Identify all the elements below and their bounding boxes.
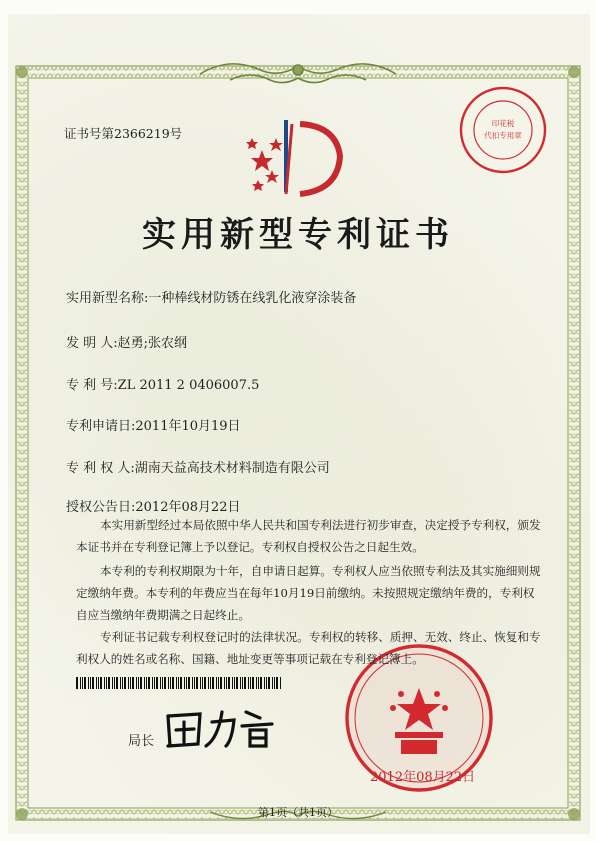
field-application-date bbox=[66, 415, 241, 434]
barcode-bar bbox=[210, 677, 211, 689]
barcode-bar bbox=[178, 677, 179, 689]
field-label: 专 利 权 人: bbox=[66, 461, 135, 476]
barcode-bar bbox=[164, 677, 166, 689]
barcode-bar bbox=[132, 677, 134, 689]
barcode-bar bbox=[184, 677, 185, 689]
barcode-bar bbox=[208, 677, 209, 689]
stamp-center-line: 印花税 bbox=[491, 119, 515, 128]
barcode-bar bbox=[170, 677, 171, 689]
barcode-bar bbox=[130, 677, 131, 689]
page-title: 实用新型专利证书 bbox=[142, 215, 454, 255]
statement-paragraph: 本实用新型经过本局依照中华人民共和国专利法进行初步审查，决定授予专利权，颁发本证书并在专利登记簿上予以登记。专利权自授权公告之日起生效。 bbox=[76, 518, 541, 554]
barcode-bar bbox=[250, 677, 251, 689]
barcode-bar bbox=[274, 677, 275, 689]
barcode-bar bbox=[276, 677, 278, 689]
barcode-bar bbox=[160, 677, 161, 689]
cnipa-logo-icon bbox=[246, 120, 340, 194]
barcode-bar bbox=[140, 677, 142, 689]
barcode-bar bbox=[212, 677, 214, 689]
barcode bbox=[76, 677, 286, 689]
barcode-bar bbox=[128, 677, 129, 689]
barcode-bar bbox=[88, 677, 89, 689]
field-grant-date bbox=[66, 496, 241, 515]
barcode-bar bbox=[124, 677, 126, 689]
barcode-bar bbox=[244, 677, 246, 689]
field-value: 2012年08月22日 bbox=[135, 500, 241, 515]
barcode-bar bbox=[100, 677, 102, 689]
barcode-bar bbox=[176, 677, 177, 689]
barcode-bar bbox=[172, 677, 174, 689]
barcode-bar bbox=[266, 677, 267, 689]
barcode-bar bbox=[220, 677, 222, 689]
barcode-bar bbox=[180, 677, 182, 689]
barcode-bar bbox=[106, 677, 107, 689]
barcode-bar bbox=[186, 677, 187, 689]
barcode-bar bbox=[112, 677, 113, 689]
barcode-bar bbox=[82, 677, 83, 689]
barcode-bar bbox=[264, 677, 265, 689]
barcode-bar bbox=[260, 677, 262, 689]
barcode-bar bbox=[80, 677, 81, 689]
barcode-bar bbox=[228, 677, 230, 689]
page-footer: 第1页（共1页） bbox=[258, 806, 338, 819]
statement-paragraph: 本专利的专利权期限为十年，自申请日起算。专利权人应当依照专利法及其实施细则规定缴纳年费。本专利的年费应当在每年10月19日前缴纳。未按照规定缴纳年费的，专利权自应当缴纳年费期满之日起终止。 bbox=[76, 564, 541, 622]
barcode-bar bbox=[240, 677, 241, 689]
barcode-bar bbox=[202, 677, 203, 689]
field-utility-model-name bbox=[66, 287, 356, 306]
field-label: 专利申请日: bbox=[66, 419, 136, 434]
barcode-bar bbox=[114, 677, 115, 689]
barcode-bar bbox=[224, 677, 225, 689]
field-patent-number bbox=[66, 374, 259, 393]
field-label: 发 明 人: bbox=[66, 336, 118, 351]
barcode-bar bbox=[196, 677, 198, 689]
barcode-bar bbox=[258, 677, 259, 689]
barcode-bar bbox=[272, 677, 273, 689]
barcode-bar bbox=[252, 677, 254, 689]
field-value: 2011年10月19日 bbox=[135, 419, 241, 434]
barcode-bar bbox=[144, 677, 145, 689]
barcode-bar bbox=[200, 677, 201, 689]
barcode-bar bbox=[188, 677, 190, 689]
statement-paragraph: 专利证书记载专利权登记时的法律状况。专利权的转移、质押、无效、终止、恢复和专利权人的姓名或名称、国籍、地址变更等事项记载在专利登记簿上。 bbox=[76, 630, 541, 666]
barcode-bar bbox=[248, 677, 249, 689]
barcode-bar bbox=[256, 677, 257, 689]
field-value: ZL 2011 2 0406007.5 bbox=[117, 378, 260, 393]
barcode-bar bbox=[108, 677, 110, 689]
field-label: 实用新型名称: bbox=[66, 291, 149, 306]
barcode-bar bbox=[122, 677, 123, 689]
barcode-bar bbox=[136, 677, 137, 689]
barcode-bar bbox=[92, 677, 94, 689]
barcode-bar bbox=[268, 677, 270, 689]
barcode-bar bbox=[242, 677, 243, 689]
barcode-bar bbox=[120, 677, 121, 689]
barcode-bar bbox=[104, 677, 105, 689]
barcode-bar bbox=[148, 677, 150, 689]
barcode-bar bbox=[226, 677, 227, 689]
field-value: 湖南天益高技术材料制造有限公司 bbox=[134, 461, 330, 476]
barcode-bar bbox=[116, 677, 118, 689]
field-inventor bbox=[66, 332, 187, 351]
corner-ornaments bbox=[16, 66, 580, 820]
barcode-bar bbox=[154, 677, 155, 689]
barcode-bar bbox=[168, 677, 169, 689]
barcode-bar bbox=[138, 677, 139, 689]
signature-icon bbox=[168, 712, 272, 746]
barcode-bar bbox=[84, 677, 86, 689]
barcode-bar bbox=[236, 677, 238, 689]
field-label: 授权公告日: bbox=[66, 500, 136, 515]
barcode-bar bbox=[162, 677, 163, 689]
barcode-bar bbox=[194, 677, 195, 689]
barcode-bar bbox=[192, 677, 193, 689]
barcode-bar bbox=[232, 677, 233, 689]
barcode-bar bbox=[216, 677, 217, 689]
barcode-bar bbox=[152, 677, 153, 689]
certificate-number: 证书号第2366219号 bbox=[64, 126, 183, 141]
barcode-bar bbox=[204, 677, 206, 689]
field-label: 专 利 号: bbox=[66, 378, 118, 393]
stamp-center-line: 代扣专用章 bbox=[484, 131, 522, 140]
barcode-bar bbox=[90, 677, 91, 689]
field-patentee bbox=[66, 457, 330, 476]
barcode-bar bbox=[146, 677, 147, 689]
field-value: 赵勇;张农纲 bbox=[117, 336, 188, 351]
field-value: 一种棒线材防锈在线乳化液穿涂装备 bbox=[148, 291, 357, 306]
barcode-bar bbox=[96, 677, 97, 689]
barcode-bar bbox=[156, 677, 158, 689]
barcode-bar bbox=[234, 677, 235, 689]
barcode-bar bbox=[218, 677, 219, 689]
barcode-bar bbox=[280, 677, 281, 689]
barcode-bar bbox=[76, 677, 78, 689]
seal-date: 2012年08月22日 bbox=[370, 770, 476, 785]
barcode-bar bbox=[98, 677, 99, 689]
signature-label: 局长 bbox=[128, 734, 155, 749]
